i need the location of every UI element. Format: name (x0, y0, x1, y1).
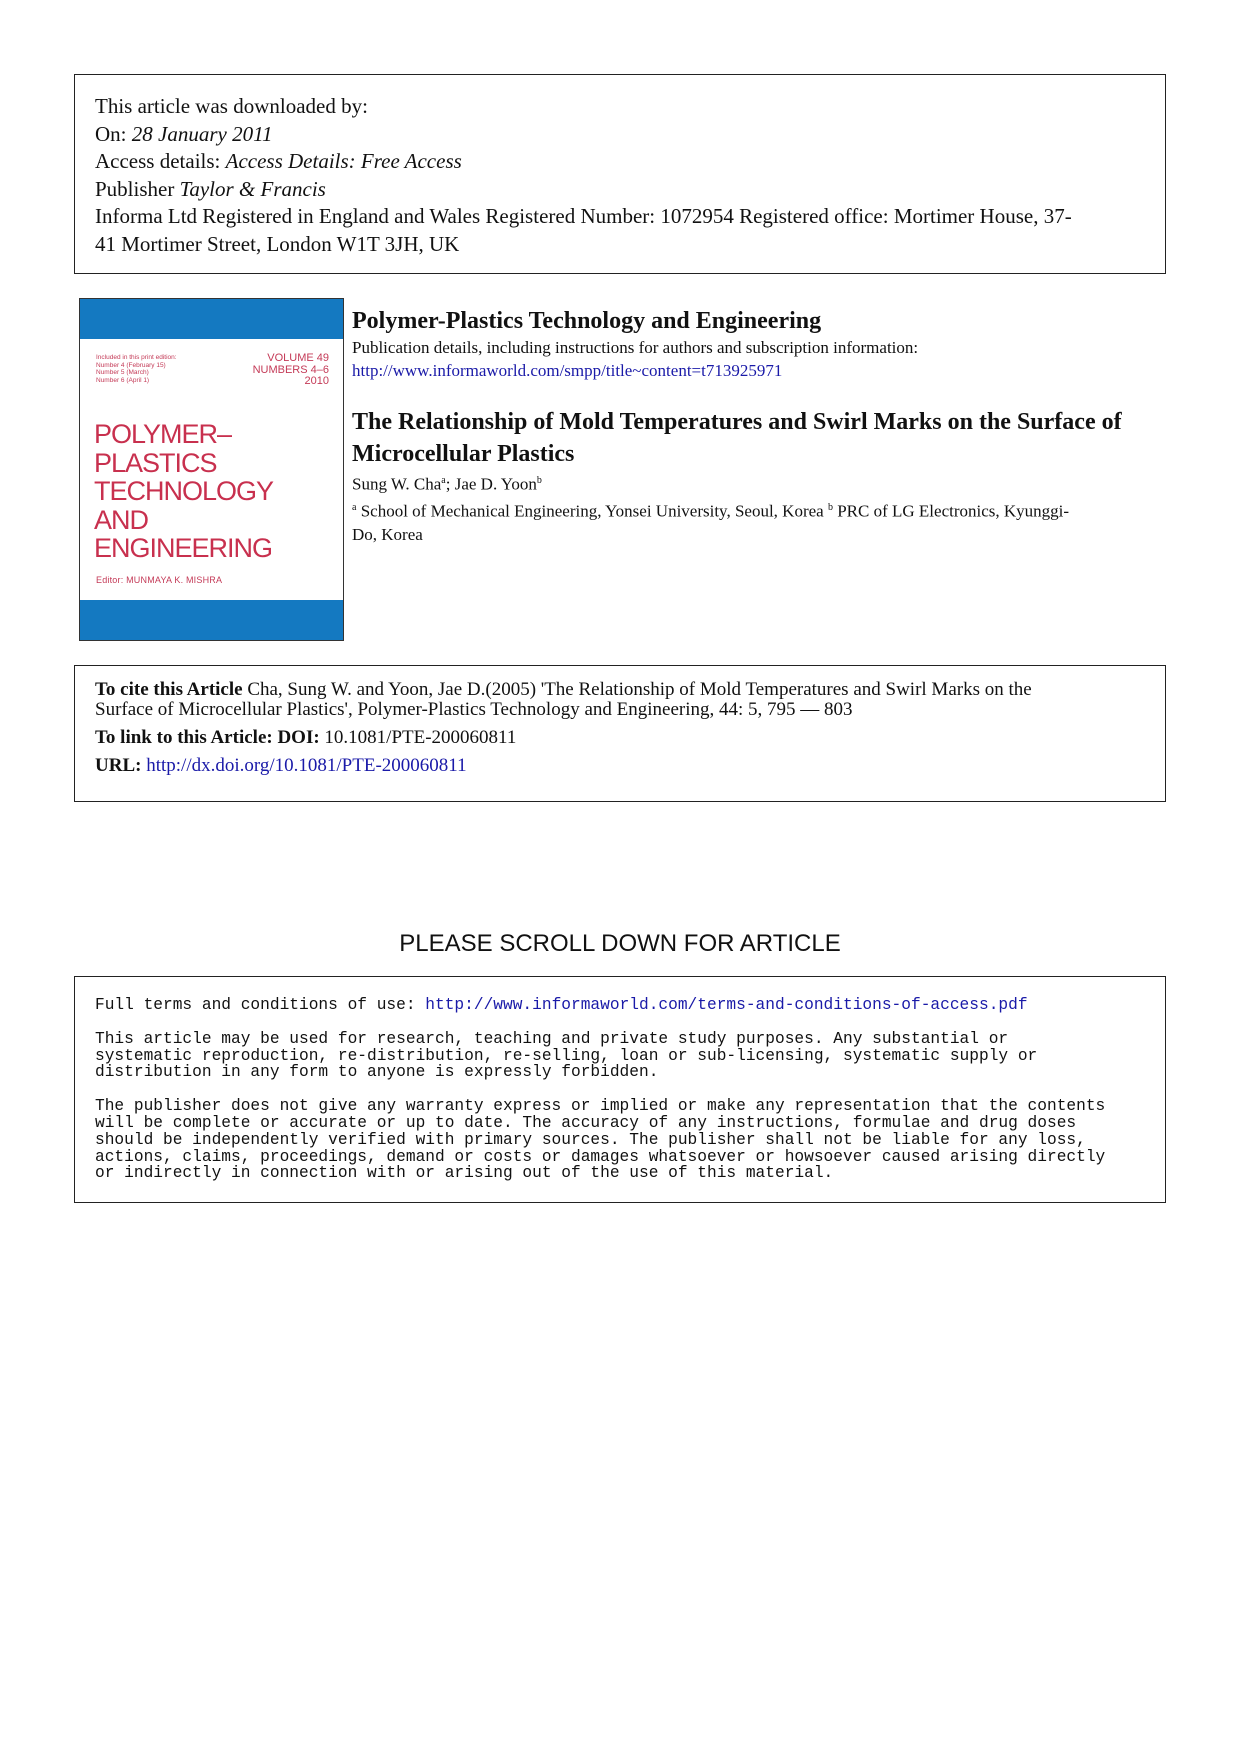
scroll-notice: PLEASE SCROLL DOWN FOR ARTICLE (399, 930, 841, 957)
download-date: 28 January 2011 (131, 121, 273, 146)
download-info-box (74, 74, 1166, 274)
on-label: On: (95, 121, 127, 146)
cover-included-line: Included in this print edition: (96, 354, 177, 361)
cover-included-line: Number 4 (February 15) (96, 361, 166, 369)
doi-label: To link to this Article: DOI: (95, 727, 320, 748)
journal-cover-image (79, 298, 344, 641)
cover-year: 2010 (304, 375, 329, 387)
cover-editor: Editor: MUNMAYA K. MISHRA (96, 575, 223, 585)
cover-volume: VOLUME 49 (267, 352, 329, 364)
article-title (352, 406, 1168, 470)
doi-row (95, 728, 1145, 748)
cover-title-line: POLYMER–PLASTICS (94, 419, 232, 478)
url-label: URL: (95, 755, 142, 776)
access-details-line (95, 148, 1145, 176)
access-value: Access Details: Free Access (225, 149, 462, 173)
terms-paragraph-1: This article may be used for research, teaching and private study purposes. Any substantial or systematic reproduction, re-distribution, re-selling, loan or sub-licensing, systematic supply or distribution in any form to anyone is expressly forbidden. (95, 1029, 1038, 1082)
publisher-value: Taylor & Francis (179, 176, 326, 201)
article-title-line-2: Microcellular Plastics (352, 441, 575, 467)
affiliation-b-mark: b (827, 501, 833, 513)
affiliation-b-line-1: PRC of LG Electronics, Kyunggi- (832, 501, 1070, 521)
downloaded-by-line: This article was downloaded by: (95, 94, 368, 118)
cover-numbers: NUMBERS 4–6 (252, 363, 329, 376)
cite-text-line-2: Surface of Microcellular Plastics', Polymer-Plastics Technology and Engineering, 44: 5, 795 — 803 (95, 699, 853, 720)
url-row (95, 756, 1145, 776)
access-label: Access details: (95, 149, 221, 173)
cover-title-line: ENGINEERING (94, 533, 273, 563)
doi-value: 10.1081/PTE-200060811 (319, 727, 517, 748)
registered-office-line-1: Informa Ltd Registered in England and Wales Registered Number: 1072954 Registered office: Mortimer House, 37- (95, 204, 1072, 228)
cover-included-line: Number 6 (April 1) (96, 376, 150, 384)
journal-url-link[interactable]: http://www.informaworld.com/smpp/title~content=t713925971 (352, 361, 783, 380)
author-1-affiliation-mark: a (441, 475, 446, 486)
terms-label: Full terms and conditions of use: (95, 996, 426, 1014)
publication-details: Publication details, including instructions for authors and subscription information: (352, 338, 919, 357)
cover-volume-info (253, 353, 329, 388)
cite-text-line-1: Cha, Sung W. and Yoon, Jae D.(2005) 'The Relationship of Mold Temperatures and Swirl Marks on the (242, 679, 1032, 700)
publisher-label: Publisher (95, 176, 175, 201)
cover-included-line: Number 5 (March) (96, 369, 149, 377)
citation-box (74, 665, 1166, 802)
article-title-line-1: The Relationship of Mold Temperatures and Swirl Marks on the Surface of (352, 409, 1122, 435)
registered-office-line-2: 41 Mortimer Street, London W1T 3JH, UK (95, 231, 460, 256)
cover-title (94, 420, 334, 563)
cover-title-line: AND (94, 504, 149, 535)
doi-url-link[interactable]: http://dx.doi.org/10.1081/PTE-200060811 (146, 755, 467, 776)
terms-url-link[interactable]: http://www.informaworld.com/terms-and-conditions-of-access.pdf (425, 996, 1028, 1014)
journal-info (352, 306, 1168, 547)
cover-bottom-band (80, 600, 343, 640)
journal-title: Polymer-Plastics Technology and Engineering (352, 308, 822, 334)
cover-top-band (80, 299, 343, 339)
terms-link-line (95, 997, 1145, 1014)
cover-included-list (96, 354, 206, 384)
cite-label: To cite this Article (95, 679, 243, 700)
download-date-line (95, 121, 1145, 149)
affiliation-a-mark: a (352, 501, 357, 513)
cite-row-1 (95, 680, 1145, 700)
author-2-affiliation-mark: b (536, 475, 542, 486)
terms-paragraph-2: The publisher does not give any warranty express or implied or make any representation that the contents will be complete or accurate or up to date. The accuracy of any instructions, formulae and drug doses should be independently verified with primary sources. The publisher shall not be liable for any loss, actions, claims, proceedings, demand or costs or damages whatsoever or howsoever caused arising directly or indirectly in connection with or arising out of the use of this material. (95, 1097, 1106, 1183)
cover-title-line: TECHNOLOGY (94, 476, 274, 506)
affiliation-b-line-2: Do, Korea (352, 525, 423, 545)
journal-url-line (352, 359, 1168, 382)
author-separator: ; Jae D. Yoon (445, 474, 537, 494)
publisher-line (95, 176, 1145, 204)
author-1: Sung W. Cha (352, 474, 442, 494)
affiliation-a: School of Mechanical Engineering, Yonsei University, Seoul, Korea (356, 501, 828, 521)
authors (352, 470, 1168, 496)
terms-box (74, 976, 1166, 1203)
affiliations (352, 496, 1168, 548)
